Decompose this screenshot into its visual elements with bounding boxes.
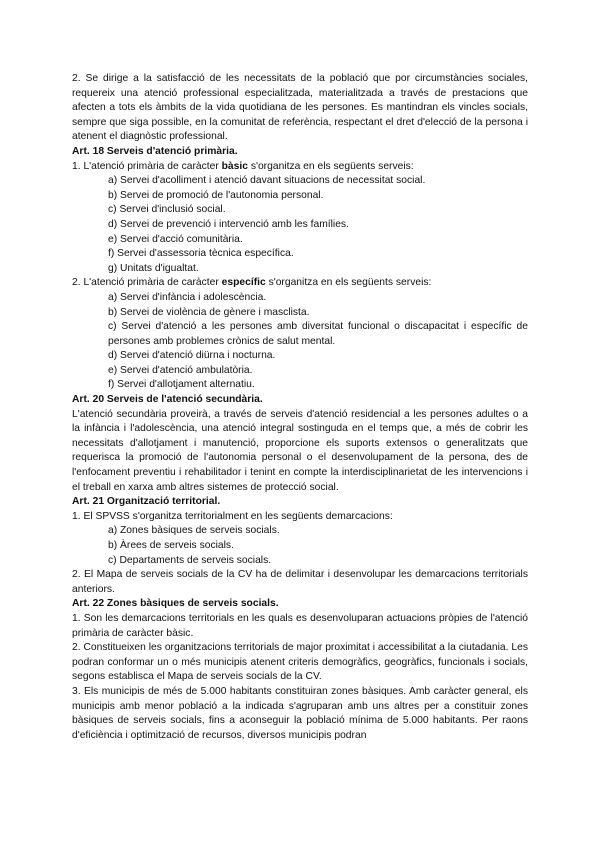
- list-item: d) Servei de prevenció i intervenció amb les famílies.: [108, 218, 349, 230]
- art21-paragraph-1: 1. El SPVSS s'organitza territorialment en les següents demarcacions:: [72, 510, 393, 522]
- art20-heading: Art. 20 Serveis de l'atenció secundària.: [72, 394, 263, 406]
- list-item: c) Departaments de serveis socials.: [108, 554, 272, 566]
- list-item: b) Àrees de serveis socials.: [108, 540, 234, 551]
- art18-basic-intro: 1. L'atenció primària de caràcter bàsic s'organitza en els següents serveis:: [72, 160, 414, 172]
- list-item: a) Servei d'infància i adolescència.: [108, 291, 267, 303]
- art21-heading: Art. 21 Organització territorial.: [72, 496, 221, 508]
- list-item: b) Servei de promoció de l'autonomia personal.: [108, 189, 324, 201]
- document-page: [72, 72, 528, 743]
- art18-heading: Art. 18 Serveis d'atenció primària.: [72, 145, 238, 157]
- list-item: f) Servei d'allotjament alternatiu.: [108, 379, 255, 391]
- art20-paragraph: L'atenció secundària proveirà, a través de serveis d'atenció residencial a les persones adultes o a la infància i l'adolescència, una atenció integral sostinguda en el temps que, a més de cobrir les necessitats d'allotjament i manutenció, proporcione els suports extensos o generalitzats que requerisca la promoció de l'autonomia personal o el desenvolupament de la persona, des de l'enfocament preventiu i rehabilitador i tenint en compte la interdisciplinarietat de les intervencions i el treball en xarxa amb altres sistemes de protecció social.: [72, 408, 528, 493]
- list-item: e) Servei d'acció comunitària.: [108, 233, 243, 245]
- list-item: g) Unitats d'igualtat.: [108, 262, 199, 274]
- list-item: b) Servei de violència de gènere i masclista.: [108, 306, 310, 318]
- list-item: c) Servei d'atenció a les persones amb diversitat funcional o discapacitat i específic de persones amb problemes crònics de salut mental.: [108, 321, 528, 347]
- art22-paragraph-1: 1. Son les demarcacions territorials en les quals es desenvoluparan actuacions pròpies de l'atenció primària de caràcter bàsic.: [72, 612, 528, 639]
- list-item: e) Servei d'atenció ambulatòria.: [108, 364, 253, 376]
- list-item: d) Servei d'atenció diürna i nocturna.: [108, 350, 276, 362]
- list-item: a) Servei d'acolliment i atenció davant situacions de necessitat social.: [108, 175, 426, 187]
- art22-paragraph-2: 2. Constitueixen les organitzacions territorials de major proximitat i accessibilitat a la ciutadania. Les podran conformar un o més municipis atenent criteris demogràfics, geogràfics, funcionals i socials, segons establisca el Mapa de serveis socials de la CV.: [72, 642, 528, 683]
- list-item: f) Servei d'assessoria tècnica específica.: [108, 248, 294, 260]
- intro-paragraph: 2. Se dirige a la satisfacció de les necessitats de la població que por circumstàncies sociales, requereix una atenció professional especialitzada, materialitzada a través de prestacions que afecten a tots els àmbits de la vida quotidiana de les persones. Es mantindran els vincles socials, sempre que siga possible, en la comunitat de referència, respectant el dret d'elecció de la persona i atenent el diagnòstic professional.: [72, 73, 528, 143]
- list-item: c) Servei d'inclusió social.: [108, 204, 226, 216]
- art22-paragraph-3: 3. Els municipis de més de 5.000 habitants constituiran zones bàsiques. Amb caràcter general, els municipis amb menor població a la indicada s'agruparan amb uns altres per a constituir zones bàsiques de serveis socials, fins a aconseguir la població mínima de 5.000 habitants. Per raons d'eficiència i optimització de recursos, diversos municipis podran: [72, 685, 528, 741]
- art18-specific-intro: 2. L'atenció primària de caràcter específic s'organitza en els següents serveis:: [72, 277, 432, 289]
- list-item: a) Zones bàsiques de serveis socials.: [108, 525, 280, 537]
- art21-paragraph-2: 2. El Mapa de serveis socials de la CV ha de delimitar i desenvolupar les demarcacions territorials anteriors.: [72, 569, 528, 595]
- art22-heading: Art. 22 Zones bàsiques de serveis socials.: [72, 598, 279, 610]
